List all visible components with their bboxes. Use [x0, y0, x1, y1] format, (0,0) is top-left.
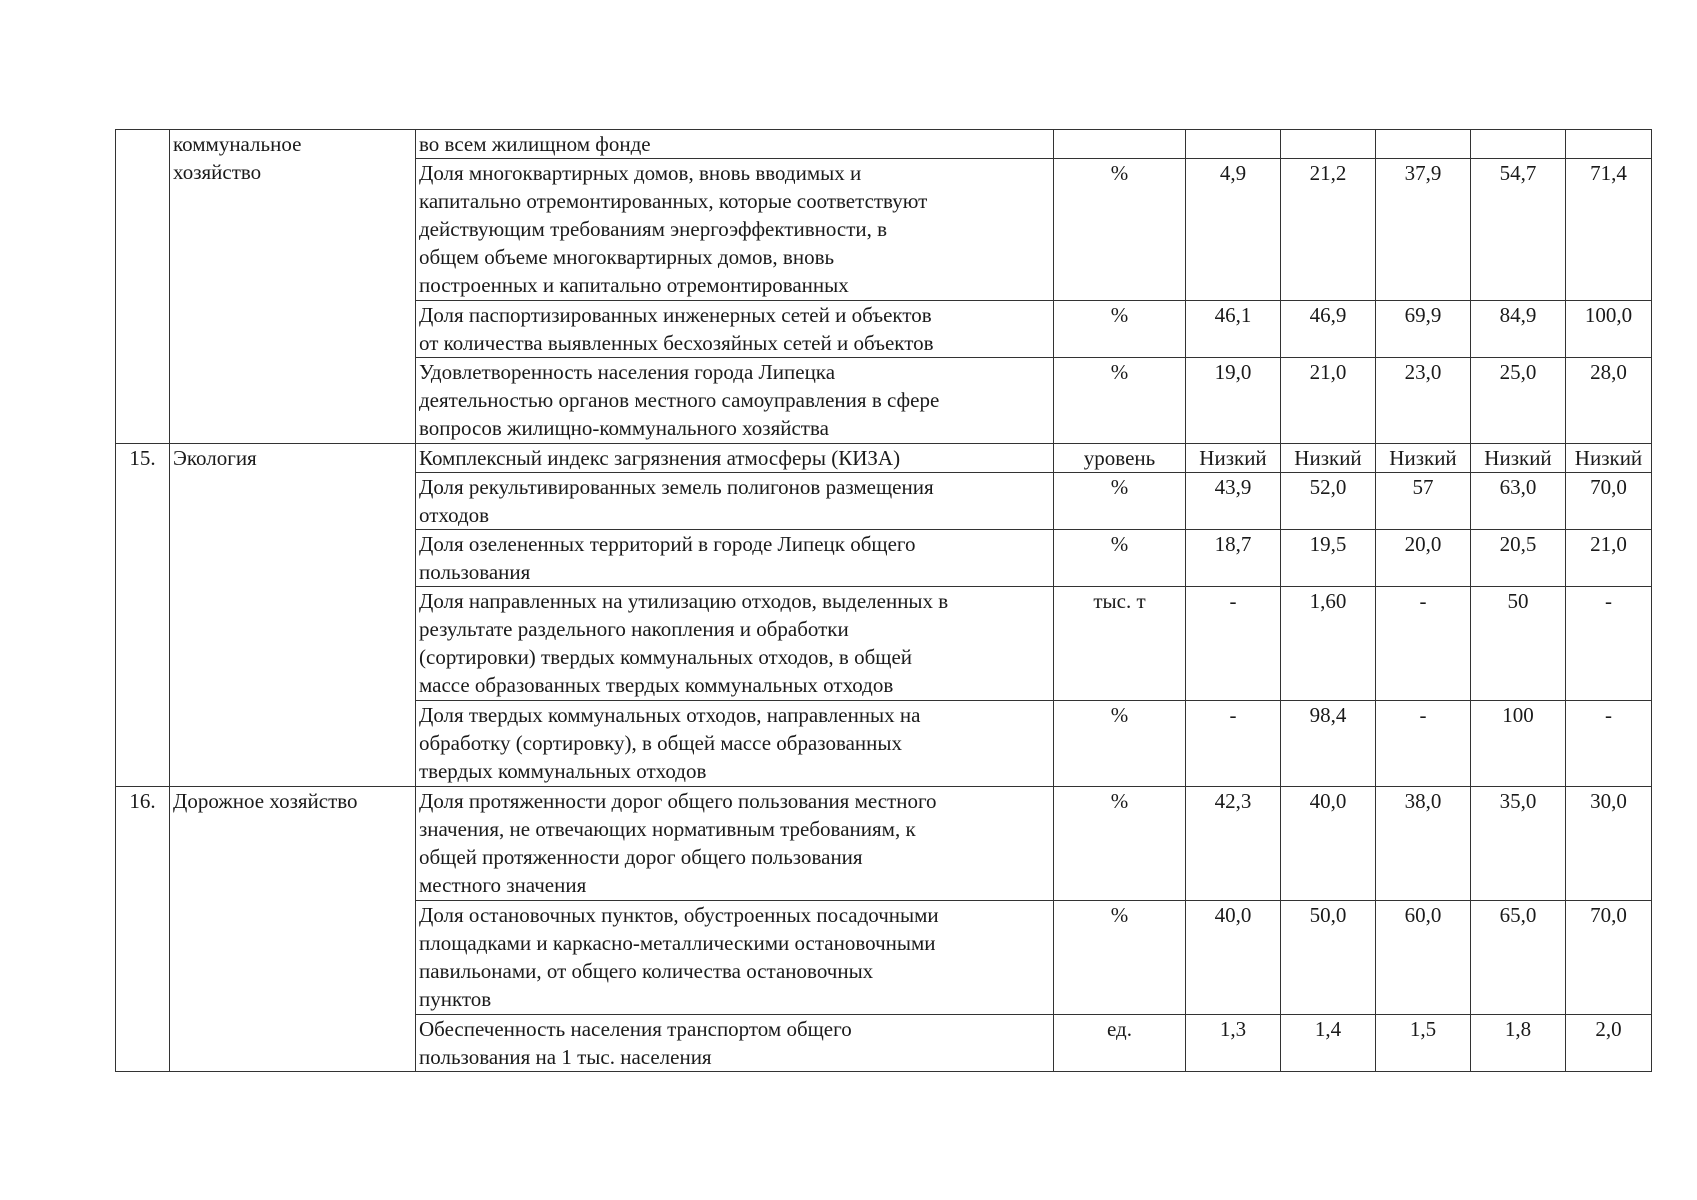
- indicator-name: [416, 473, 1054, 530]
- value-cell: 28,0: [1566, 358, 1652, 444]
- value-cell: 2,0: [1566, 1015, 1652, 1072]
- indicator-line: Доля направленных на утилизацию отходов, выделенных в: [419, 589, 949, 613]
- indicator-name: [416, 444, 1054, 473]
- indicators-table: [115, 129, 1652, 1072]
- indicator-name: [416, 530, 1054, 587]
- indicator-line: Удовлетворенность населения города Липецка: [419, 360, 836, 384]
- value-cell: 71,4: [1566, 159, 1652, 301]
- indicator-line: массе образованных твердых коммунальных отходов: [419, 673, 894, 697]
- value-cell: 20,5: [1471, 530, 1566, 587]
- value-cell: 84,9: [1471, 301, 1566, 358]
- unit-cell: ед.: [1054, 1015, 1186, 1072]
- value-cell: 98,4: [1281, 701, 1376, 787]
- value-cell: Низкий: [1281, 444, 1376, 473]
- value-cell: 69,9: [1376, 301, 1471, 358]
- unit-cell: тыс. т: [1054, 587, 1186, 701]
- indicator-line: Доля паспортизированных инженерных сетей и объектов: [419, 303, 932, 327]
- value-cell: 4,9: [1186, 159, 1281, 301]
- value-cell: -: [1186, 701, 1281, 787]
- value-cell: -: [1376, 701, 1471, 787]
- indicator-line: результате раздельного накопления и обработки: [419, 617, 849, 641]
- indicator-name: [416, 159, 1054, 301]
- indicator-name: [416, 130, 1054, 159]
- indicator-line: пунктов: [419, 987, 492, 1011]
- table-row: [116, 787, 1652, 901]
- value-cell: [1186, 130, 1281, 159]
- indicator-name: [416, 301, 1054, 358]
- value-cell: 40,0: [1281, 787, 1376, 901]
- value-cell: 63,0: [1471, 473, 1566, 530]
- indicator-name: [416, 901, 1054, 1015]
- section-number: 16.: [116, 787, 170, 1072]
- indicator-line: деятельностью органов местного самоуправления в сфере: [419, 388, 940, 412]
- indicator-name: [416, 358, 1054, 444]
- value-cell: 50,0: [1281, 901, 1376, 1015]
- value-cell: 38,0: [1376, 787, 1471, 901]
- indicator-line: обработку (сортировку), в общей массе образованных: [419, 731, 902, 755]
- value-cell: -: [1566, 701, 1652, 787]
- indicator-line: от количества выявленных бесхозяйных сетей и объектов: [419, 331, 934, 355]
- value-cell: 21,0: [1281, 358, 1376, 444]
- value-cell: -: [1376, 587, 1471, 701]
- unit-cell: [1054, 130, 1186, 159]
- value-cell: 21,0: [1566, 530, 1652, 587]
- value-cell: 60,0: [1376, 901, 1471, 1015]
- indicator-line: общей протяженности дорог общего пользования: [419, 845, 863, 869]
- unit-cell: %: [1054, 358, 1186, 444]
- value-cell: [1566, 130, 1652, 159]
- value-cell: 19,0: [1186, 358, 1281, 444]
- section-number: [116, 130, 170, 444]
- section-name: Экология: [170, 444, 416, 787]
- value-cell: 46,1: [1186, 301, 1281, 358]
- value-cell: 42,3: [1186, 787, 1281, 901]
- value-cell: 23,0: [1376, 358, 1471, 444]
- indicator-line: вопросов жилищно-коммунального хозяйства: [419, 416, 829, 440]
- unit-cell: %: [1054, 473, 1186, 530]
- indicator-line: общем объеме многоквартирных домов, вновь: [419, 245, 835, 269]
- value-cell: 70,0: [1566, 473, 1652, 530]
- indicator-line: Доля твердых коммунальных отходов, направленных на: [419, 703, 921, 727]
- unit-cell: %: [1054, 901, 1186, 1015]
- table-row: [116, 444, 1652, 473]
- value-cell: 1,5: [1376, 1015, 1471, 1072]
- indicator-line: Обеспеченность населения транспортом общего: [419, 1017, 852, 1041]
- value-cell: 30,0: [1566, 787, 1652, 901]
- value-cell: 19,5: [1281, 530, 1376, 587]
- indicator-name: [416, 1015, 1054, 1072]
- value-cell: 1,3: [1186, 1015, 1281, 1072]
- value-cell: 21,2: [1281, 159, 1376, 301]
- indicator-line: Доля протяженности дорог общего пользования местного: [419, 789, 937, 813]
- unit-cell: %: [1054, 159, 1186, 301]
- value-cell: 20,0: [1376, 530, 1471, 587]
- indicator-name: [416, 787, 1054, 901]
- indicator-line: Доля озелененных территорий в городе Липецк общего: [419, 532, 916, 556]
- value-cell: [1281, 130, 1376, 159]
- value-cell: 1,60: [1281, 587, 1376, 701]
- indicator-line: пользования на 1 тыс. населения: [419, 1045, 712, 1069]
- indicator-line: действующим требованиям энергоэффективности, в: [419, 217, 888, 241]
- value-cell: 37,9: [1376, 159, 1471, 301]
- indicator-name: [416, 587, 1054, 701]
- value-cell: 35,0: [1471, 787, 1566, 901]
- unit-cell: %: [1054, 701, 1186, 787]
- value-cell: 46,9: [1281, 301, 1376, 358]
- value-cell: 40,0: [1186, 901, 1281, 1015]
- indicator-line: во всем жилищном фонде: [419, 132, 651, 156]
- value-cell: [1471, 130, 1566, 159]
- value-cell: Низкий: [1471, 444, 1566, 473]
- unit-cell: уровень: [1054, 444, 1186, 473]
- value-cell: -: [1186, 587, 1281, 701]
- value-cell: [1376, 130, 1471, 159]
- table-row: [116, 130, 1652, 159]
- value-cell: 57: [1376, 473, 1471, 530]
- value-cell: 50: [1471, 587, 1566, 701]
- indicator-line: Доля остановочных пунктов, обустроенных посадочными: [419, 903, 939, 927]
- indicator-line: твердых коммунальных отходов: [419, 759, 707, 783]
- unit-cell: %: [1054, 787, 1186, 901]
- value-cell: 25,0: [1471, 358, 1566, 444]
- indicator-line: павильонами, от общего количества остановочных: [419, 959, 874, 983]
- value-cell: -: [1566, 587, 1652, 701]
- value-cell: 100: [1471, 701, 1566, 787]
- indicator-line: капитально отремонтированных, которые соответствуют: [419, 189, 928, 213]
- indicator-line: Доля рекультивированных земель полигонов размещения: [419, 475, 934, 499]
- indicator-line: местного значения: [419, 873, 587, 897]
- value-cell: 65,0: [1471, 901, 1566, 1015]
- indicator-name: [416, 701, 1054, 787]
- value-cell: 100,0: [1566, 301, 1652, 358]
- value-cell: 1,4: [1281, 1015, 1376, 1072]
- value-cell: 52,0: [1281, 473, 1376, 530]
- value-cell: 1,8: [1471, 1015, 1566, 1072]
- indicator-line: площадками и каркасно-металлическими остановочными: [419, 931, 936, 955]
- indicator-line: пользования: [419, 560, 531, 584]
- value-cell: 70,0: [1566, 901, 1652, 1015]
- section-name: коммунальное хозяйство: [170, 130, 416, 444]
- value-cell: 43,9: [1186, 473, 1281, 530]
- unit-cell: %: [1054, 530, 1186, 587]
- value-cell: Низкий: [1566, 444, 1652, 473]
- indicator-line: построенных и капитально отремонтированных: [419, 273, 849, 297]
- table-body: [116, 130, 1652, 1072]
- value-cell: Низкий: [1186, 444, 1281, 473]
- value-cell: Низкий: [1376, 444, 1471, 473]
- section-name: Дорожное хозяйство: [170, 787, 416, 1072]
- section-number: 15.: [116, 444, 170, 787]
- indicator-line: Доля многоквартирных домов, вновь вводимых и: [419, 161, 862, 185]
- indicator-line: (сортировки) твердых коммунальных отходов, в общей: [419, 645, 912, 669]
- value-cell: 18,7: [1186, 530, 1281, 587]
- indicator-line: значения, не отвечающих нормативным требованиям, к: [419, 817, 916, 841]
- indicator-line: отходов: [419, 503, 490, 527]
- indicator-line: Комплексный индекс загрязнения атмосферы (КИЗА): [419, 446, 901, 470]
- value-cell: 54,7: [1471, 159, 1566, 301]
- unit-cell: %: [1054, 301, 1186, 358]
